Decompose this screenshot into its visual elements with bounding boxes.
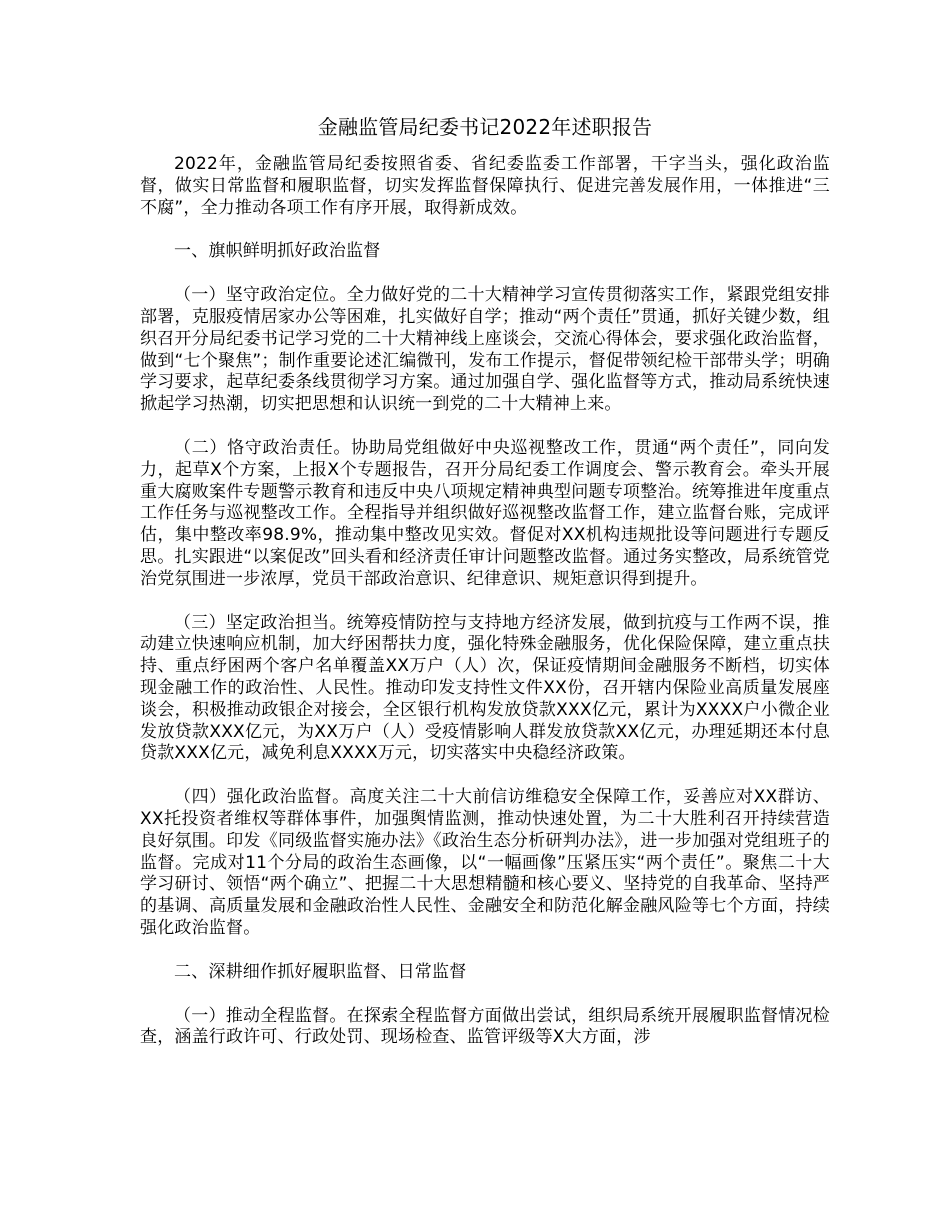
spacer <box>140 263 830 285</box>
document-title: 金融监管局纪委书记2022年述职报告 <box>317 115 653 139</box>
section1-paragraph-3: （三）坚定政治担当。统筹疫情防控与支持地方经济发展，做到抗疫与工作两不误，推动建立快速响应机制，加大纾困帮扶力度，强化特殊金融服务，优化保险保障，建立重点扶持、重点纾困两个客户名单覆盖XX万户（人）次，保证疫情期间金融服务不断档，切实体现金融工作的政治性、人民性。推动印发支持性文件XX份，召开辖内保险业高质量发展座谈会，积极推动政银企对接会，全区银行机构发放贷款XXX亿元，累计为XXXX户小微企业发放贷款XXX亿元，为XX万户（人）受疫情影响人群发放贷款XX亿元，办理延期还本付息贷款XXX亿元，减免利息XXXX万元，切实落实中央稳经济政策。 <box>140 612 830 764</box>
intro-paragraph: 2022年，金融监管局纪委按照省委、省纪委监委工作部署，干字当头，强化政治监督，做实日常监督和履职监督，切实发挥监督保障执行、促进完善发展作用，一体推进“三不腐”，全力推动各项工作有序开展，取得新成效。 <box>140 154 830 218</box>
spacer <box>140 940 830 962</box>
spacer <box>140 219 830 241</box>
spacer <box>140 765 830 787</box>
section2-paragraph-1: （一）推动全程监督。在探索全程监督方面做出尝试，组织局系统开展履职监督情况检查，涵盖行政许可、行政处罚、现场检查、监管评级等X大方面，涉 <box>140 1005 830 1048</box>
section1-paragraph-2: （二）恪守政治责任。协助局党组做好中央巡视整改工作，贯通“两个责任”，同向发力，起草X个方案，上报X个专题报告，召开分局纪委工作调度会、警示教育会。牵头开展重大腐败案件专题警示教育和违反中央八项规定精神典型问题专项整治。统筹推进年度重点工作任务与巡视整改工作。全程指导并组织做好巡视整改监督工作，建立监督台账，完成评估，集中整改率98.9%，推动集中整改见实效。督促对XX机构违规批设等问题进行专题反思。扎实跟进“以案促改”回头看和经济责任审计问题整改监督。通过务实整改，局系统管党治党氛围进一步浓厚，党员干部政治意识、纪律意识、规矩意识得到提升。 <box>140 437 830 589</box>
document-page <box>140 0 830 1230</box>
section1-paragraph-1: （一）坚守政治定位。全力做好党的二十大精神学习宣传贯彻落实工作，紧跟党组安排部署，克服疫情居家办公等困难，扎实做好自学；推动“两个责任”贯通，抓好关键少数，组织召开分局纪委书记学习党的二十大精神线上座谈会，交流心得体会，要求强化政治监督，做到“七个聚焦”；制作重要论述汇编微刊，发布工作提示，督促带领纪检干部带头学；明确学习要求，起草纪委条线贯彻学习方案。通过加强自学、强化监督等方式，推动局系统快速掀起学习热潮，切实把思想和认识统一到党的二十大精神上来。 <box>140 285 830 415</box>
section-heading-1: 一、旗帜鲜明抓好政治监督 <box>174 241 381 262</box>
section1-paragraph-4: （四）强化政治监督。高度关注二十大前信访维稳安全保障工作，妥善应对XX群访、XX托投资者维权等群体事件，加强舆情监测，推动快速处置，为二十大胜利召开持续营造良好氛围。印发《同级监督实施办法》《政治生态分析研判办法》，进一步加强对党组班子的监督。完成对11个分局的政治生态画像，以“一幅画像”压紧压实“两个责任”。聚焦二十大学习研讨、领悟“两个确立”、把握二十大思想精髓和核心要义、坚持党的自我革命、坚持严的基调、高质量发展和金融政治性人民性、金融安全和防范化解金融风险等七个方面，持续强化政治监督。 <box>140 787 830 938</box>
spacer <box>140 142 830 154</box>
spacer <box>140 591 830 613</box>
spacer <box>140 416 830 438</box>
spacer <box>140 984 830 1006</box>
section-heading-2: 二、深耕细作抓好履职监督、日常监督 <box>174 961 467 982</box>
